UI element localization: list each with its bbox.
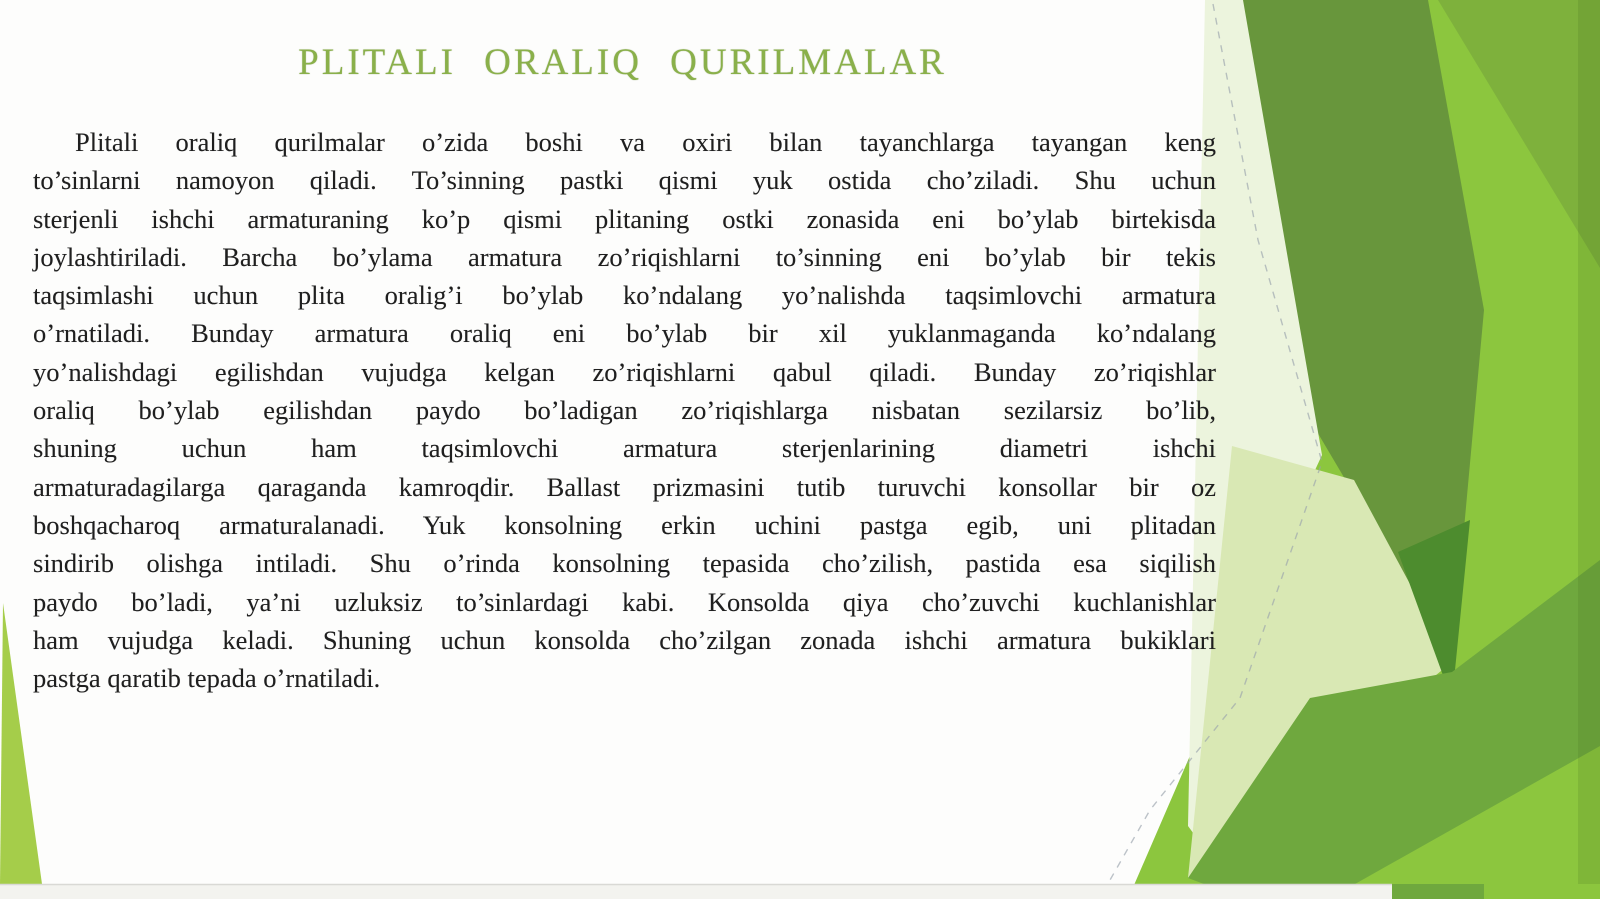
body-line: Plitali oraliq qurilmalar o’zida boshi va oxiri bilan tayanchlarga tayangan keng (75, 127, 1216, 157)
body-line: ham vujudga keladi. Shuning uchun konsolda cho’zilgan zonada ishchi armatura bukiklari (33, 624, 1216, 655)
body-line: to’sinlarni namoyon qiladi. To’sinning pastki qismi yuk ostida cho’ziladi. Shu uchun (33, 165, 1216, 196)
body-line: paydo bo’ladi, ya’ni uzluksiz to’sinlardagi kabi. Konsolda qiya cho’zuvchi kuchlanishlar (33, 586, 1216, 617)
body-line: yo’nalishdagi egilishdan vujudga kelgan zo’riqishlarni qabul qiladi. Bunday zo’riqishlar (33, 356, 1216, 387)
body-line: taqsimlashi uchun plita oralig’i bo’ylab ko’ndalang yo’nalishda taqsimlovchi armatura (33, 280, 1216, 311)
body-line: boshqacharoq armaturalanadi. Yuk konsolning erkin uchini pastga egib, uni plitadan (33, 509, 1216, 540)
body-line: pastga qaratib tepada o’rnatiladi. (33, 663, 381, 694)
body-line: shuning uchun ham taqsimlovchi armatura sterjenlarining diametri ishchi (33, 433, 1216, 464)
bottom-strip-bright-green (1484, 884, 1600, 899)
body-line: sindirib olishga intiladi. Shu o’rinda konsolning tepasida cho’zilish, pastida esa siqilish (33, 548, 1216, 579)
body-line: o’rnatiladi. Bunday armatura oraliq eni bo’ylab bir xil yuklanmaganda ko’ndalang (33, 318, 1216, 349)
bottom-strip (0, 884, 1392, 899)
body-line: sterjenli ishchi armaturaning ko’p qismi plitaning ostki zonasida eni bo’ylab birtekisda (33, 203, 1216, 234)
body-paragraph (33, 123, 1216, 697)
slide-title: PLITALI ORALIQ QURILMALAR (298, 41, 947, 83)
deco-right-edge-shade (1578, 0, 1600, 899)
bottom-strip-medium-green (1392, 884, 1484, 899)
body-line: joylashtiriladi. Barcha bo’ylama armatura zo’riqishlarni to’sinning eni bo’ylab bir tekis (33, 241, 1216, 272)
body-line: oraliq bo’ylab egilishdan paydo bo’ladigan zo’riqishlarga nisbatan sezilarsiz bo’lib, (33, 395, 1216, 426)
body-line: armaturadagilarga qaraganda kamroqdir. Ballast prizmasini tutib turuvchi konsollar bir oz (33, 471, 1216, 502)
